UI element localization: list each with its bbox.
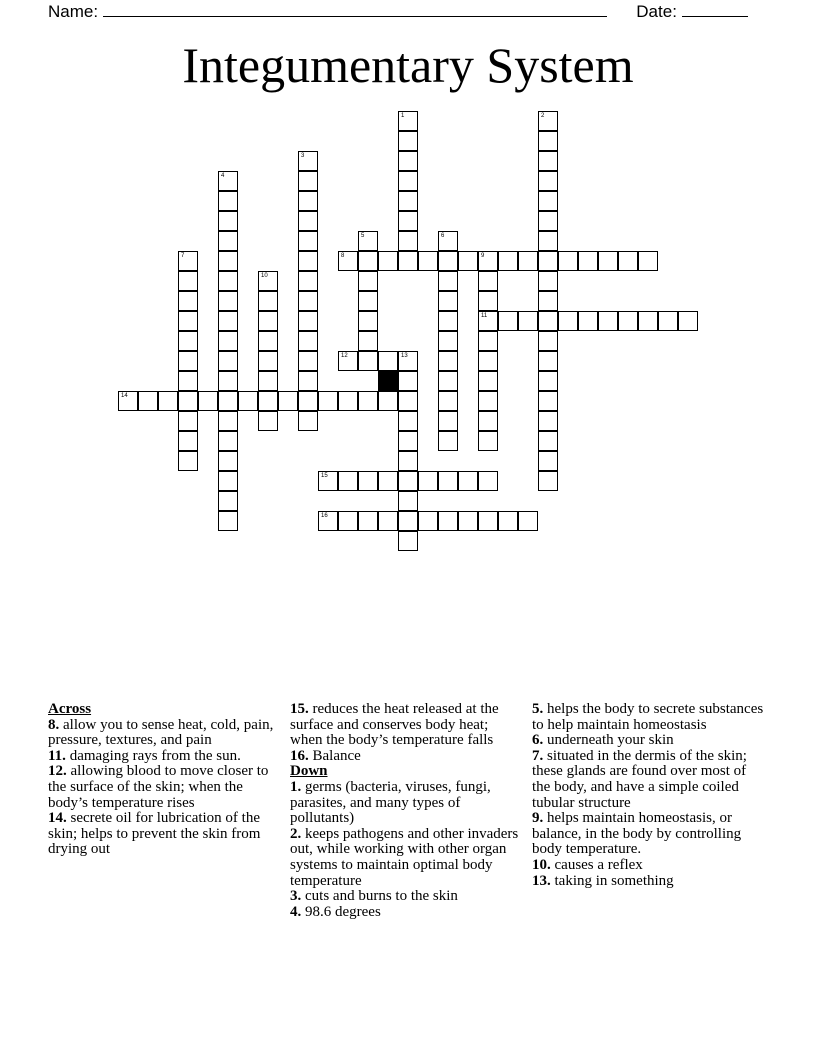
grid-cell[interactable]	[378, 391, 398, 411]
grid-cell[interactable]	[238, 391, 258, 411]
grid-cell[interactable]	[478, 271, 498, 291]
grid-cell[interactable]	[258, 371, 278, 391]
grid-cell[interactable]	[398, 371, 418, 391]
grid-cell[interactable]	[258, 351, 278, 371]
grid-cell[interactable]	[578, 311, 598, 331]
grid-cell[interactable]	[178, 391, 198, 411]
clue-down-6: 6. underneath your skin	[532, 732, 674, 749]
grid-cell[interactable]	[398, 471, 418, 491]
grid-cell[interactable]	[538, 331, 558, 351]
grid-cell[interactable]	[298, 171, 318, 191]
grid-cell[interactable]	[458, 471, 478, 491]
clues-column-1	[48, 702, 274, 858]
grid-cell[interactable]	[398, 411, 418, 431]
grid-cell[interactable]	[398, 231, 418, 251]
grid-cell[interactable]	[538, 111, 558, 131]
grid-cell[interactable]	[298, 191, 318, 211]
grid-cell[interactable]	[438, 471, 458, 491]
grid-cell[interactable]	[478, 251, 498, 271]
grid-cell[interactable]	[538, 271, 558, 291]
grid-cell[interactable]	[358, 391, 378, 411]
grid-cell[interactable]	[398, 191, 418, 211]
grid-cell[interactable]	[558, 311, 578, 331]
grid-cell[interactable]	[478, 311, 498, 331]
grid-cell[interactable]	[478, 391, 498, 411]
clue-down-13: 13. taking in something	[532, 872, 674, 889]
grid-cell[interactable]	[178, 291, 198, 311]
clue-down-10: 10. causes a reflex	[532, 856, 643, 873]
grid-cell[interactable]	[678, 311, 698, 331]
clue-across-16: 16. Balance	[290, 747, 361, 764]
clues-column-2	[290, 702, 520, 920]
clue-number: 11	[481, 313, 488, 319]
grid-cell[interactable]	[438, 411, 458, 431]
grid-cell[interactable]	[478, 331, 498, 351]
grid-cell[interactable]	[358, 511, 378, 531]
clue-across-15: 15. reduces the heat released at the surface and conserves body heat; when the body’s temperature falls	[290, 701, 499, 749]
clue-number: 13	[401, 353, 408, 359]
grid-cell[interactable]	[298, 271, 318, 291]
grid-cell[interactable]	[438, 431, 458, 451]
grid-cell[interactable]	[258, 411, 278, 431]
grid-cell[interactable]	[478, 411, 498, 431]
clue-down-4: 4. 98.6 degrees	[290, 903, 381, 920]
grid-cell[interactable]	[398, 351, 418, 371]
grid-cell[interactable]	[438, 391, 458, 411]
grid-cell[interactable]	[398, 171, 418, 191]
grid-cell[interactable]	[398, 431, 418, 451]
clue-number: 8	[341, 253, 345, 259]
grid-cell[interactable]	[538, 371, 558, 391]
grid-cell[interactable]	[478, 371, 498, 391]
grid-cell[interactable]	[398, 251, 418, 271]
clue-number: 2	[541, 113, 545, 119]
grid-cell[interactable]	[398, 131, 418, 151]
page-title: Integumentary System	[182, 37, 634, 93]
grid-cell[interactable]	[198, 391, 218, 411]
grid-cell[interactable]	[538, 391, 558, 411]
grid-cell[interactable]	[358, 271, 378, 291]
grid-cell[interactable]	[178, 331, 198, 351]
grid-cell[interactable]	[458, 511, 478, 531]
grid-cell[interactable]	[358, 251, 378, 271]
clue-number: 3	[301, 153, 305, 159]
grid-cell[interactable]	[398, 391, 418, 411]
clue-down-2: 2. keeps pathogens and other invaders out, while working with other organ systems to maintain optimal body temperature	[290, 825, 519, 889]
grid-cell[interactable]	[538, 171, 558, 191]
grid-cell[interactable]	[258, 331, 278, 351]
grid-cell[interactable]	[278, 391, 298, 411]
grid-cell[interactable]	[498, 511, 518, 531]
grid-cell[interactable]	[378, 351, 398, 371]
clue-number: 1	[401, 113, 405, 119]
grid-cell[interactable]	[218, 251, 238, 271]
grid-cell[interactable]	[338, 511, 358, 531]
grid-cell[interactable]	[178, 371, 198, 391]
grid-cell[interactable]	[218, 471, 238, 491]
grid-cell[interactable]	[438, 231, 458, 251]
grid-cell[interactable]	[218, 311, 238, 331]
across-heading: Across	[48, 701, 92, 717]
grid-cell[interactable]	[618, 311, 638, 331]
grid-cell[interactable]	[418, 511, 438, 531]
grid-cell[interactable]	[318, 471, 338, 491]
clue-across-14: 14. secrete oil for lubrication of the skin; helps to prevent the skin from drying out	[48, 810, 261, 858]
grid-cell[interactable]	[218, 371, 238, 391]
grid-cell[interactable]	[318, 391, 338, 411]
grid-cell[interactable]	[398, 211, 418, 231]
grid-cell[interactable]	[218, 191, 238, 211]
grid-cell[interactable]	[358, 311, 378, 331]
grid-cell[interactable]	[538, 431, 558, 451]
clue-down-1: 1. germs (bacteria, viruses, fungi, parasites, and many types of pollutants)	[290, 778, 491, 827]
grid-cell[interactable]	[538, 291, 558, 311]
grid-cell[interactable]	[218, 391, 238, 411]
clue-number: 10	[261, 273, 268, 279]
grid-cell[interactable]	[538, 131, 558, 151]
grid-cell[interactable]	[298, 211, 318, 231]
clue-down-9: 9. helps maintain homeostasis, or balance, in the body by controlling body temperature.	[532, 810, 742, 858]
grid-cell[interactable]	[178, 251, 198, 271]
clue-number: 12	[341, 353, 348, 359]
grid-cell[interactable]	[478, 471, 498, 491]
clue-number: 5	[361, 233, 365, 239]
grid-cell[interactable]	[338, 351, 358, 371]
grid-cell[interactable]	[398, 451, 418, 471]
grid-cell[interactable]	[298, 251, 318, 271]
grid-cell[interactable]	[358, 351, 378, 371]
clue-number: 7	[181, 253, 185, 259]
grid-cell[interactable]	[218, 231, 238, 251]
grid-cell[interactable]	[398, 531, 418, 551]
clue-across-12: 12. allowing blood to move closer to the surface of the skin; when the body’s temperature rises	[48, 763, 269, 811]
grid-cell[interactable]	[498, 311, 518, 331]
grid-cell[interactable]	[338, 471, 358, 491]
grid-cell[interactable]	[378, 471, 398, 491]
grid-cell[interactable]	[538, 231, 558, 251]
grid-cell[interactable]	[478, 511, 498, 531]
grid-cell[interactable]	[218, 511, 238, 531]
clue-number: 14	[121, 393, 128, 399]
grid-cell[interactable]	[378, 511, 398, 531]
grid-cell[interactable]	[518, 311, 538, 331]
grid-cell[interactable]	[438, 251, 458, 271]
grid-cell[interactable]	[618, 251, 638, 271]
grid-cell[interactable]	[298, 411, 318, 431]
grid-cell[interactable]	[518, 251, 538, 271]
grid-cell[interactable]	[478, 431, 498, 451]
clue-down-3: 3. cuts and burns to the skin	[290, 888, 458, 905]
grid-cell[interactable]	[398, 511, 418, 531]
grid-cell[interactable]	[518, 511, 538, 531]
date-label: Date:	[636, 2, 677, 21]
grid-cell[interactable]	[538, 211, 558, 231]
clue-number: 15	[321, 473, 328, 479]
grid-cell[interactable]	[438, 291, 458, 311]
grid-cell[interactable]	[538, 411, 558, 431]
grid-cell[interactable]	[218, 491, 238, 511]
grid-cell[interactable]	[598, 251, 618, 271]
grid-cell[interactable]	[538, 191, 558, 211]
grid-cell[interactable]	[318, 511, 338, 531]
down-heading: Down	[290, 763, 328, 780]
grid-cell[interactable]	[658, 311, 678, 331]
grid-cell[interactable]	[438, 351, 458, 371]
grid-cell[interactable]	[218, 451, 238, 471]
grid-cell[interactable]	[538, 451, 558, 471]
grid-cell[interactable]	[138, 391, 158, 411]
grid-cell[interactable]	[438, 311, 458, 331]
grid-cell[interactable]	[478, 351, 498, 371]
grid-cell[interactable]	[298, 151, 318, 171]
clue-down-5: 5. helps the body to secrete substances to help maintain homeostasis	[532, 701, 764, 733]
grid-cell[interactable]	[258, 291, 278, 311]
grid-cell[interactable]	[178, 431, 198, 451]
grid-cell[interactable]	[178, 351, 198, 371]
grid-cell[interactable]	[438, 511, 458, 531]
grid-cell[interactable]	[358, 291, 378, 311]
grid-cell[interactable]	[218, 431, 238, 451]
grid-cell[interactable]	[298, 291, 318, 311]
clue-number: 16	[321, 513, 328, 519]
grid-cell[interactable]	[398, 151, 418, 171]
grid-cell[interactable]	[258, 271, 278, 291]
grid-cell[interactable]	[578, 251, 598, 271]
grid-cell[interactable]	[218, 331, 238, 351]
grid-cell[interactable]	[438, 271, 458, 291]
grid-cell[interactable]	[218, 411, 238, 431]
grid-cell[interactable]	[458, 251, 478, 271]
grid-cell[interactable]	[218, 351, 238, 371]
clue-number: 4	[221, 173, 225, 179]
grid-cell[interactable]	[478, 291, 498, 311]
grid-cell[interactable]	[178, 311, 198, 331]
grid-cell[interactable]	[398, 111, 418, 131]
grid-cell[interactable]	[338, 391, 358, 411]
grid-cell[interactable]	[218, 211, 238, 231]
grid-cell[interactable]	[538, 251, 558, 271]
grid-cell[interactable]	[358, 231, 378, 251]
grid-cell[interactable]	[538, 351, 558, 371]
grid-cell[interactable]	[298, 231, 318, 251]
clue-number: 6	[441, 233, 445, 239]
grid-cell[interactable]	[178, 411, 198, 431]
grid-cell[interactable]	[378, 251, 398, 271]
grid-cell[interactable]	[338, 251, 358, 271]
grid-cell[interactable]	[158, 391, 178, 411]
grid-cell[interactable]	[178, 271, 198, 291]
grid-cell[interactable]	[438, 331, 458, 351]
grid-cell[interactable]	[498, 251, 518, 271]
grid-cell[interactable]	[298, 351, 318, 371]
grid-cell[interactable]	[598, 311, 618, 331]
grid-cell[interactable]	[538, 311, 558, 331]
grid-cell[interactable]	[438, 371, 458, 391]
grid-cell[interactable]	[218, 271, 238, 291]
grid-cell[interactable]	[558, 251, 578, 271]
name-label: Name:	[48, 2, 99, 21]
clue-across-8: 8. allow you to sense heat, cold, pain, pressure, textures, and pain	[48, 716, 274, 749]
grid-cell[interactable]	[258, 311, 278, 331]
clue-across-11: 11. damaging rays from the sun.	[48, 747, 241, 764]
grid-cell[interactable]	[358, 471, 378, 491]
black-cell	[378, 371, 398, 391]
grid-cell[interactable]	[538, 471, 558, 491]
grid-cell[interactable]	[638, 311, 658, 331]
grid-cell[interactable]	[258, 391, 278, 411]
grid-cell[interactable]	[118, 391, 138, 411]
grid-cell[interactable]	[398, 491, 418, 511]
grid-cell[interactable]	[298, 391, 318, 411]
grid-cell[interactable]	[218, 291, 238, 311]
grid-cell[interactable]	[298, 371, 318, 391]
clues-column-3	[532, 702, 768, 889]
clue-down-7: 7. situated in the dermis of the skin; these glands are found over most of the body, and have a simple coiled tubular structure	[532, 747, 747, 811]
grid-cell[interactable]	[538, 151, 558, 171]
grid-cell[interactable]	[298, 331, 318, 351]
grid-cell[interactable]	[418, 471, 438, 491]
grid-cell[interactable]	[298, 311, 318, 331]
grid-cell[interactable]	[178, 451, 198, 471]
clue-number: 9	[481, 253, 485, 259]
grid-cell[interactable]	[218, 171, 238, 191]
grid-cell[interactable]	[638, 251, 658, 271]
grid-cell[interactable]	[418, 251, 438, 271]
grid-cell[interactable]	[358, 331, 378, 351]
